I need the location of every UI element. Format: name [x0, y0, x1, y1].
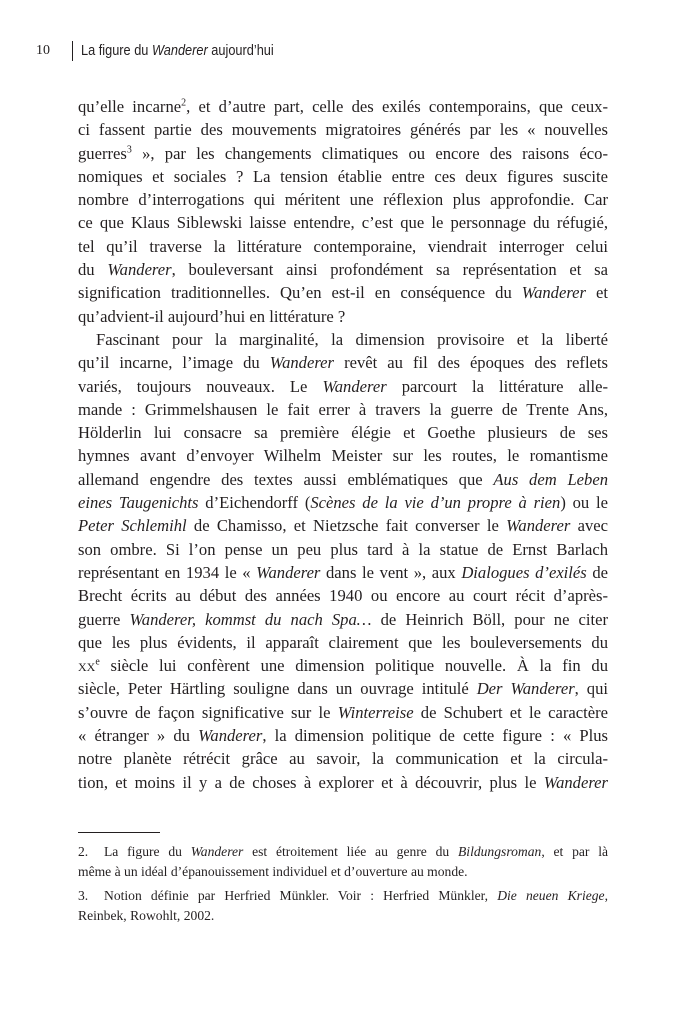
text-line [78, 771, 608, 794]
text-run: Brecht écrits au début des années 1940 ou encore au court récit d’après- [78, 586, 608, 606]
italic-text: Peter Schlemihl [78, 516, 187, 536]
text-run: xx [78, 656, 96, 676]
text-line [78, 328, 608, 351]
text-line [78, 235, 608, 258]
text-line [78, 724, 608, 747]
text-line [78, 654, 608, 677]
text-line [78, 305, 608, 328]
italic-text: Dialogues d’exilés [461, 562, 587, 582]
text-run: représentant en 1934 le « [78, 562, 257, 582]
text-run: même à un idéal d’épanouissement individuel et d’ouverture au monde. [78, 863, 468, 879]
text-run: de Heinrich Böll, pour ne citer [371, 609, 608, 629]
footnote-number: 2. [78, 844, 89, 859]
text-line [78, 118, 608, 141]
text-run: notre planète rétrécit grâce au savoir, la communication et la circula- [78, 749, 608, 769]
text-run: Fascinant pour la marginalité, la dimension provisoire et la liberté [96, 329, 608, 349]
italic-text: Wanderer [190, 844, 244, 859]
text-run: qu’elle incarne [78, 97, 182, 116]
text-line [78, 281, 608, 304]
text-run: , qui [574, 679, 608, 699]
text-line [78, 165, 608, 188]
footnote-ref: 2 [181, 97, 187, 109]
footnote-ref: 3 [126, 144, 132, 156]
text-run: ci fassent partie des mouvements migratoires générés par les « nouvelles [78, 120, 608, 140]
text-run: , et d’autre part, celle des exilés contemporains, que ceux- [186, 97, 608, 116]
text-run: que les plus évidents, il apparaît clairement que les bouleversements du [78, 632, 608, 652]
italic-text: Der Wanderer [476, 679, 575, 699]
text-run: allemand engendre des textes aussi emblématiques que [78, 469, 494, 489]
text-line [78, 351, 608, 374]
footnote-line [78, 842, 608, 862]
text-run: qu’advient-il aujourd’hui en littérature ? [78, 306, 346, 326]
text-run: ) ou le [560, 493, 608, 513]
italic-text: Wanderer [506, 516, 571, 536]
text-run: ce que Klaus Siblewski laisse entendre, c’est que le personnage du réfugié, [78, 213, 608, 233]
text-run: tel qu’il traverse la littérature contemporaine, viendrait interroger celui [78, 236, 608, 256]
italic-text: Wanderer [322, 376, 387, 396]
text-run: revêt au fil des époques des reflets [334, 353, 608, 373]
header-divider [72, 41, 73, 61]
text-line [78, 491, 608, 514]
text-run: parcourt la littérature alle- [386, 376, 609, 396]
text-run: s’ouvre de façon significative sur le [78, 702, 338, 722]
text-run: , la dimension politique de cette figure : « Plus [262, 726, 608, 746]
text-run: tion, et moins il y a de choses à explorer et à découvrir, plus le [78, 772, 544, 792]
text-run: de Schubert et le caractère [413, 702, 608, 722]
main-text [78, 95, 608, 794]
italic-text: Wanderer [521, 283, 587, 303]
text-line [78, 538, 608, 561]
italic-text: Wanderer, kommst du nach Spa… [129, 609, 372, 629]
footnote-line [78, 886, 608, 906]
footnote-line [78, 862, 608, 882]
text-run: aujourd’hui [207, 43, 274, 59]
text-run: siècle lui confèrent une dimension politique nouvelle. À la fin du [99, 656, 608, 676]
text-run: guerres [78, 143, 127, 163]
text-line [78, 468, 608, 491]
text-run: mande : Grimmelshausen le fait errer à travers la guerre de Trente Ans, [78, 399, 608, 419]
text-run: , et par là [541, 844, 609, 859]
footnote-number: 3. [78, 888, 89, 903]
text-run: La figure du [104, 844, 191, 859]
text-run: guerre [78, 609, 130, 629]
text-line [78, 701, 608, 724]
text-run: La figure du [81, 43, 152, 59]
text-line [78, 561, 608, 584]
text-line [78, 188, 608, 211]
italic-text: Die neuen Kriege [497, 888, 605, 903]
text-run: d’Eichendorff ( [198, 493, 311, 513]
italic-text: Wanderer [198, 726, 263, 746]
text-run: est étroitement liée au genre du [243, 844, 458, 859]
footnote-line [78, 906, 608, 926]
italic-text: Aus dem Leben [493, 469, 609, 489]
text-line [78, 421, 608, 444]
text-run: de [586, 562, 608, 582]
text-line [78, 375, 608, 398]
text-line [78, 398, 608, 421]
text-line [78, 584, 608, 607]
italic-text: Wanderer [256, 562, 321, 582]
italic-text: Wanderer [107, 260, 172, 280]
running-header [36, 40, 300, 62]
text-run: du [78, 260, 108, 280]
text-line [78, 631, 608, 654]
text-line [78, 258, 608, 281]
text-run: Reinbek, Rowohlt, 2002. [78, 907, 215, 923]
text-run: variés, toujours nouveaux. Le [78, 376, 323, 396]
text-line [78, 211, 608, 234]
text-line [78, 95, 608, 118]
text-run: et [586, 283, 609, 303]
text-run: , [604, 888, 608, 903]
text-run: », par les changements climatiques ou encore des raisons éco- [131, 143, 608, 163]
text-line [78, 444, 608, 467]
italic-text: Wanderer [269, 353, 335, 373]
italic-text: Wanderer [543, 772, 608, 792]
italic-text: Bildungsroman [457, 844, 542, 859]
italic-text: Winterreise [337, 702, 414, 722]
text-line [78, 747, 608, 770]
text-run: , bouleversant ainsi profondément sa représentation et sa [171, 260, 608, 280]
text-run: signification traditionnelles. Qu’en est-il en conséquence du [78, 283, 522, 303]
text-line [78, 677, 608, 700]
text-run: nomiques et sociales ? La tension établie entre ces deux figures suscite [78, 166, 608, 186]
text-line [78, 608, 608, 631]
text-run: hymnes avant d’envoyer Wilhelm Meister sur les routes, le romantisme [78, 446, 608, 466]
footnote-rule [78, 832, 160, 833]
text-run: son ombre. Si l’on pense un peu plus tard à la statue de Ernst Barlach [78, 539, 608, 559]
text-run: Hölderlin lui consacre sa première élégie et Goethe plusieurs de ses [78, 423, 608, 443]
text-run: Notion définie par Herfried Münkler. Voir : Herfried Münkler, [104, 888, 498, 903]
italic-text: Scènes de la vie d’un propre à rien [310, 493, 561, 513]
footnotes [78, 842, 608, 930]
italic-text: Wanderer [151, 43, 208, 59]
italic-text: eines Taugenichts [78, 493, 199, 513]
text-run: avec [570, 516, 608, 536]
page-number: 10 [36, 43, 50, 58]
text-line [78, 142, 608, 165]
text-run: de Chamisso, et Nietzsche fait converser le [186, 516, 507, 536]
footnote-ref: e [95, 656, 100, 668]
text-run: siècle, Peter Härtling souligne dans un ouvrage intitulé [78, 679, 477, 699]
running-title [81, 43, 274, 59]
text-run: nombre d’interrogations qui méritent une réflexion plus approfondie. Car [78, 190, 608, 210]
text-run: « étranger » du [78, 726, 199, 746]
text-line [78, 514, 608, 537]
text-run: dans le vent », aux [320, 562, 462, 582]
text-run: qu’il incarne, l’image du [78, 353, 270, 373]
